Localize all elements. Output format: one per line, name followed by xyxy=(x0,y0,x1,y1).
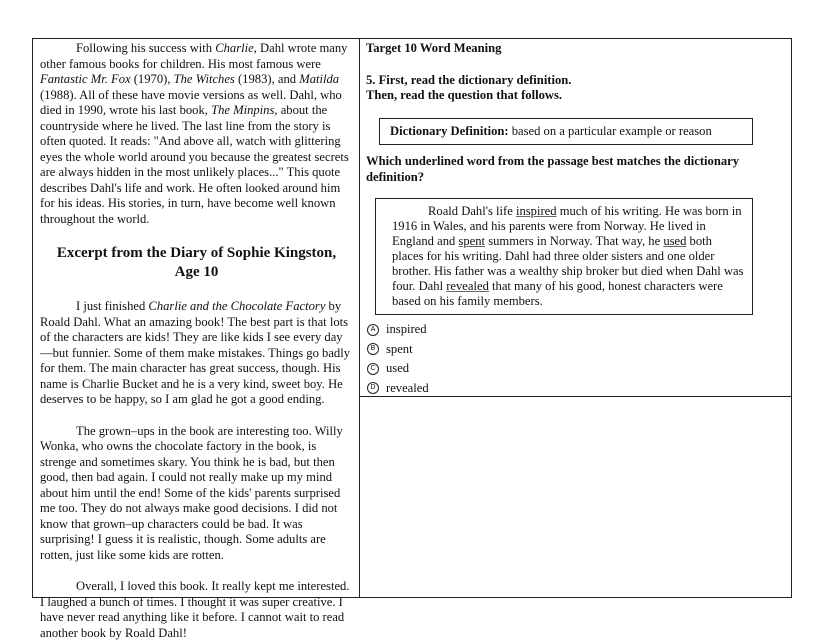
diary-paragraph-3: Overall, I loved this book. It really kept me interested. I laughed a bunch of times. I thought it was super creative. I have never read anything like it before. I cannot wait to read another book by Roald Dahl! xyxy=(40,579,350,640)
diary-heading: Excerpt from the Diary of Sophie Kingston, Age 10 xyxy=(56,245,337,280)
option-a[interactable] xyxy=(366,320,785,340)
question-instruction-1: 5. First, read the dictionary definition. xyxy=(366,72,572,87)
excerpt-text: Roald Dahl's life inspired much of his writing. He was born in 1916 in Wales, and his parents were from Norway. He lived in England and spent summers in Norway. That way, he used both places for his writing. Dahl had three older sisters and one older brother. His father was a wealthy ship broker but died when Dahl was four. Dahl revealed that many of his good, honest characters were based on his family members. xyxy=(392,204,744,308)
dictionary-definition-box xyxy=(379,118,753,146)
diary-paragraph-1: I just finished Charlie and the Chocolate Factory by Roald Dahl. What an amazing book! The best part is that lots of the characters are kids! They are like kids I see every day—but funnier. Some of them make mistakes. Things go badly for them. The main character has great success, though. His name is Charlie Bucket and he is a very kind, sweet boy. He deserves to be happy, so I am glad he got a good ending. xyxy=(40,299,351,406)
option-label: inspired xyxy=(386,322,427,336)
answer-options xyxy=(366,320,785,398)
question-instruction-2: Then, read the question that follows. xyxy=(366,88,563,102)
option-label: spent xyxy=(386,341,413,356)
worksheet-table xyxy=(32,38,792,640)
excerpt-box xyxy=(375,198,753,315)
reading-passage-column xyxy=(33,39,359,641)
radio-bubble-icon[interactable]: A xyxy=(367,324,379,336)
dictionary-text: based on a particular example or reason xyxy=(508,123,712,138)
option-d[interactable] xyxy=(366,379,785,399)
underlined-word-inspired: inspired xyxy=(515,204,557,218)
question-column xyxy=(360,39,791,398)
question-text: Which underlined word from the passage best matches the dictionary definition? xyxy=(366,154,740,184)
option-label: used xyxy=(386,361,410,375)
option-c[interactable] xyxy=(366,359,785,379)
passage-paragraph-1: Following his success with Charlie, Dahl wrote many other famous books for children. His most famous were Fantastic Mr. Fox (1970), The Witches (1983), and Matilda (1988). All of these have movie versions as well. Dahl, who died in 1990, wrote his last book, The Minpins, about the countryside where he lived. The last line from the story is often quoted. It reads: "And above all, watch with glittering eyes the whole world around you because the greatest secrets are always hidden in the most unlikely places..." This quote describes Dahl's life and work. He often looked around him for his ideas. His stories, in turn, have become well known throughout the world. xyxy=(40,41,349,226)
radio-bubble-icon[interactable]: C xyxy=(367,363,379,375)
diary-paragraph-2: The grown–ups in the book are interesting too. Willy Wonka, who owns the chocolate factory in the book, is strenge and sometimes skary. You think he is bad, but then good, then bad again. I could not really make up my mind about him until the end! Some of the kids' parents surprised me too. They do not always make good decisions. I did not know that grown–up characters could be bad. It was surprising! I guess it is realistic, though. Some adults are rotten, just like some kids are rotten. xyxy=(40,423,343,562)
target-label: Target 10 Word Meaning xyxy=(366,41,502,55)
option-label: revealed xyxy=(386,380,429,395)
underlined-word-spent: spent xyxy=(458,234,486,248)
option-b[interactable] xyxy=(366,340,785,360)
underlined-word-revealed: revealed xyxy=(446,279,489,293)
dictionary-label: Dictionary Definition: xyxy=(390,123,509,138)
radio-bubble-icon[interactable]: B xyxy=(367,343,379,355)
radio-bubble-icon[interactable]: D xyxy=(367,382,379,394)
underlined-word-used: used xyxy=(663,234,687,248)
